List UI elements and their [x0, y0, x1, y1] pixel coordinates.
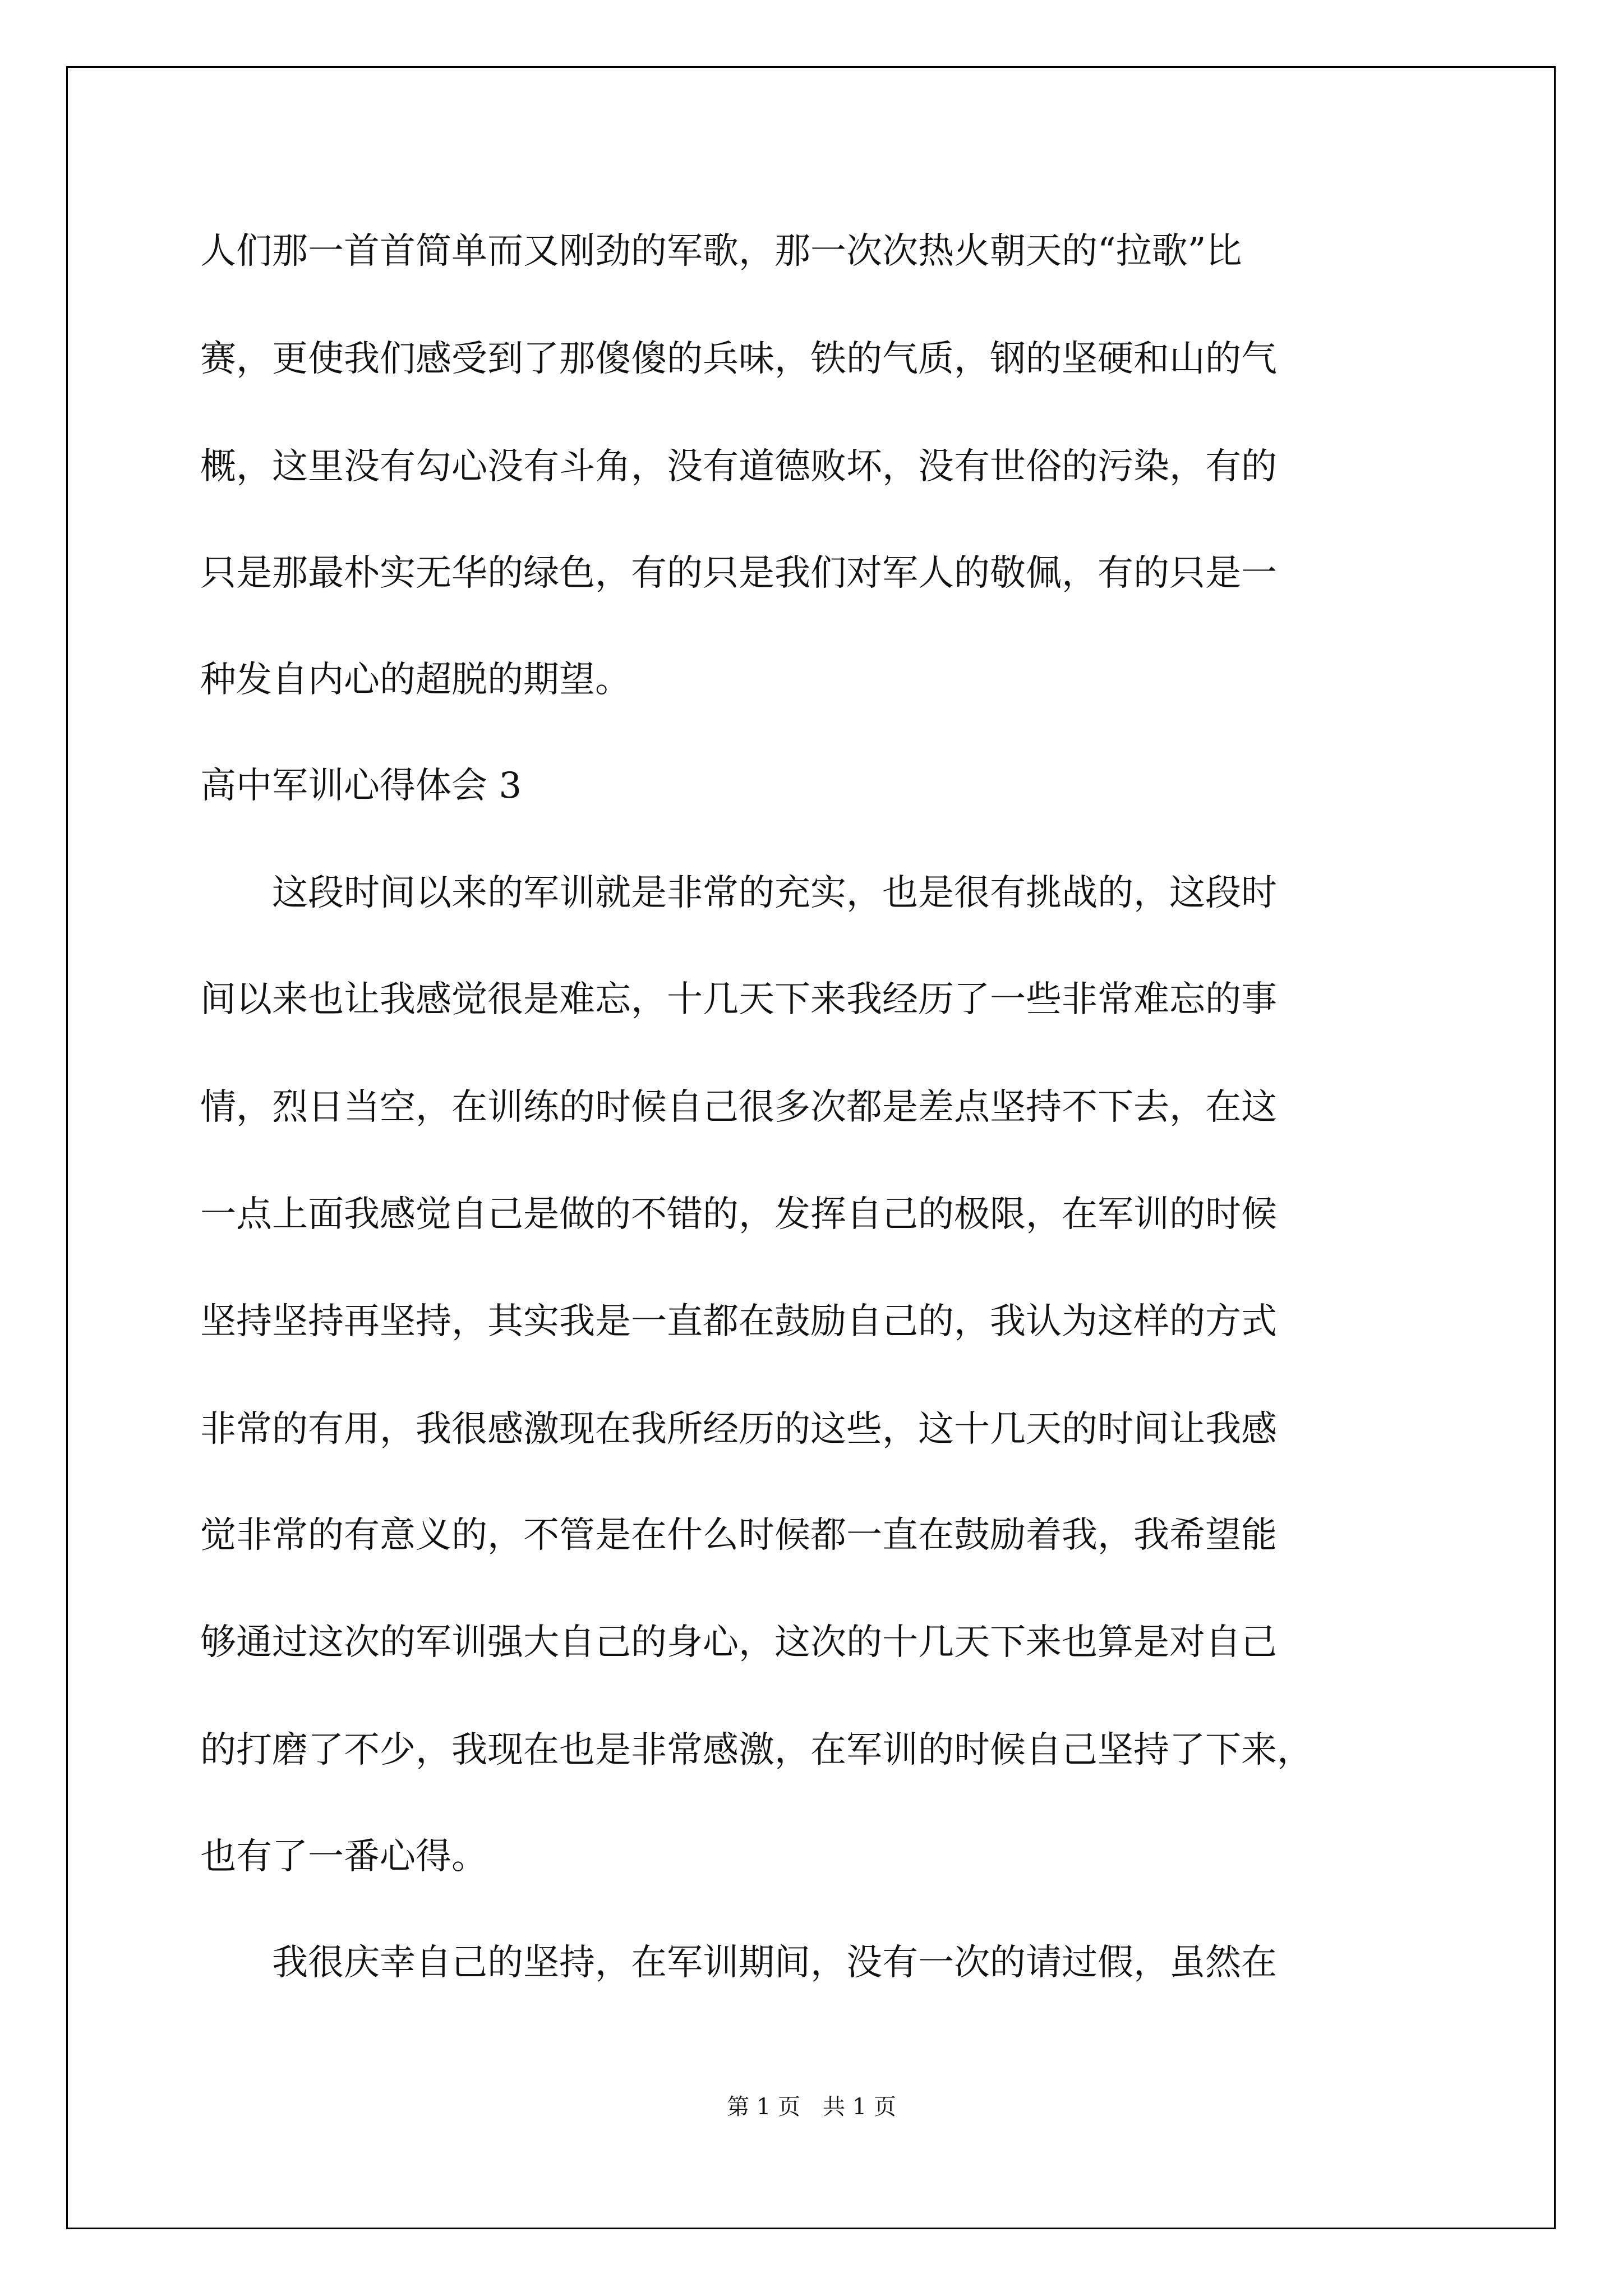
paragraph-line: 非常的有用，我很感激现在我所经历的这些，这十几天的时间让我感: [200, 1409, 1277, 1450]
page-border: [66, 66, 1556, 2229]
section-heading: 高中军训心得体会 3: [200, 765, 522, 807]
paragraph-line: 人们那一首首简单而又刚劲的军歌，那一次次热火朝天的“拉歌”比: [200, 231, 1242, 272]
paragraph-line: 一点上面我感觉自己是做的不错的，发挥自己的极限，在军训的时候: [200, 1194, 1277, 1235]
paragraph-line: 种发自内心的超脱的期望。: [200, 659, 631, 701]
paragraph-line: 概，这里没有勾心没有斗角，没有道德败坏，没有世俗的污染，有的: [200, 446, 1277, 487]
paragraph-line: 觉非常的有意义的，不管是在什么时候都一直在鼓励着我，我希望能: [200, 1515, 1277, 1556]
page-number-footer: 第 1 页 共 1 页: [727, 2094, 896, 2120]
paragraph-line: 赛，更使我们感受到了那傻傻的兵味，铁的气质，钢的坚硬和山的气: [200, 338, 1277, 380]
paragraph-line: 间以来也让我感觉很是难忘，十几天下来我经历了一些非常难忘的事: [200, 979, 1277, 1020]
paragraph-line: 这段时间以来的军训就是非常的充实，也是很有挑战的，这段时: [200, 872, 1277, 914]
paragraph-line: 也有了一番心得。: [200, 1836, 487, 1878]
paragraph-line: 我很庆幸自己的坚持，在军训期间，没有一次的请过假，虽然在: [200, 1942, 1277, 1984]
paragraph-line: 的打磨了不少，我现在也是非常感激，在军训的时候自己坚持了下来，: [200, 1729, 1313, 1771]
paragraph-line: 只是那最朴实无华的绿色，有的只是我们对军人的敬佩，有的只是一: [200, 553, 1277, 594]
paragraph-line: 坚持坚持再坚持，其实我是一直都在鼓励自己的，我认为这样的方式: [200, 1301, 1277, 1342]
paragraph-line: 够通过这次的军训强大自己的身心，这次的十几天下来也算是对自己: [200, 1622, 1277, 1663]
paragraph-line: 情，烈日当空，在训练的时候自己很多次都是差点坚持不下去，在这: [200, 1087, 1277, 1128]
